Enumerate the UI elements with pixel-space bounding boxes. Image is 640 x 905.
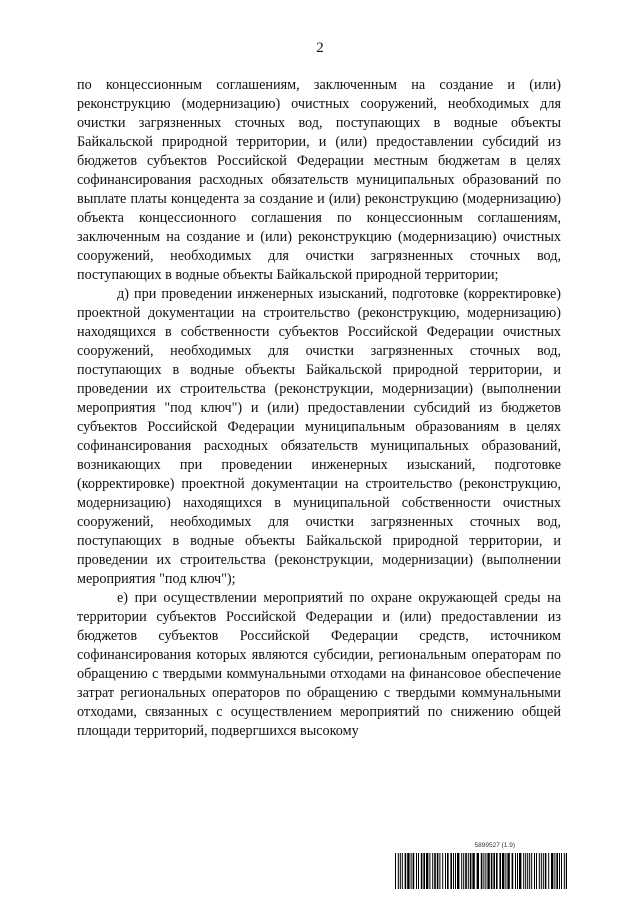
paragraph-continuation: по концессионным соглашениям, заключенным на создание и (или) реконструкцию (модернизацию) очистных сооружений, необходимых для очистки загрязненных сточных вод, поступающих в водные объекты Байкальской природной территории, и (или) предоставлении субсидий из бюджетов субъектов Российской Федерации местным бюджетам в целях софинансирования расходных обязательств муниципальных образований по выплате платы концедента за создание и (или) реконструкцию (модернизацию) объекта концессионного соглашения по концессионным соглашениям, заключенным на создание и (или) реконструкцию (модернизацию) очистных сооружений, необходимых для очистки загрязненных сточных вод, поступающих в водные объекты Байкальской природной территории;	[77, 77, 561, 283]
barcode-block	[395, 842, 567, 890]
barcode-code: 5899527 (1.9)	[474, 842, 515, 849]
page-number: 2	[316, 40, 324, 56]
paragraph-item-d: д) при проведении инженерных изысканий, подготовке (корректировке) проектной документации на строительство (реконструкцию, модернизацию) находящихся в собственности субъектов Российской Федерации очистных сооружений, необходимых для очистки загрязненных сточных вод, поступающих в водные объекты Байкальской природной территории, и проведении их строительства (реконструкции, модернизации) (выполнении мероприятия "под ключ") и (или) предоставлении субсидий из бюджетов субъектов Российской Федерации муниципальным образованиям в целях софинансирования расходных обязательств муниципальных образований, возникающих при проведении инженерных изысканий, подготовке (корректировке) проектной документации на строительство (реконструкцию, модернизацию) находящихся в муниципальной собственности очистных сооружений, необходимых для очистки загрязненных сточных вод, поступающих в водные объекты Байкальской природной территории, и проведении их строительства (реконструкции, модернизации) (выполнении мероприятия "под ключ");	[77, 286, 561, 587]
barcode-image	[395, 853, 567, 889]
paragraph-item-e: е) при осуществлении мероприятий по охране окружающей среды на территории субъектов Российской Федерации и (или) предоставлении из бюджетов субъектов Российской Федерации средств, источником софинансирования которых являются субсидии, региональным операторам по обращению с твердыми коммунальными отходами на финансовое обеспечение затрат региональных операторов по обращению с твердыми коммунальными отходами, связанных с осуществлением мероприятий по снижению общей площади территорий, подвергшихся высокому	[77, 590, 561, 739]
document-body	[77, 76, 561, 741]
